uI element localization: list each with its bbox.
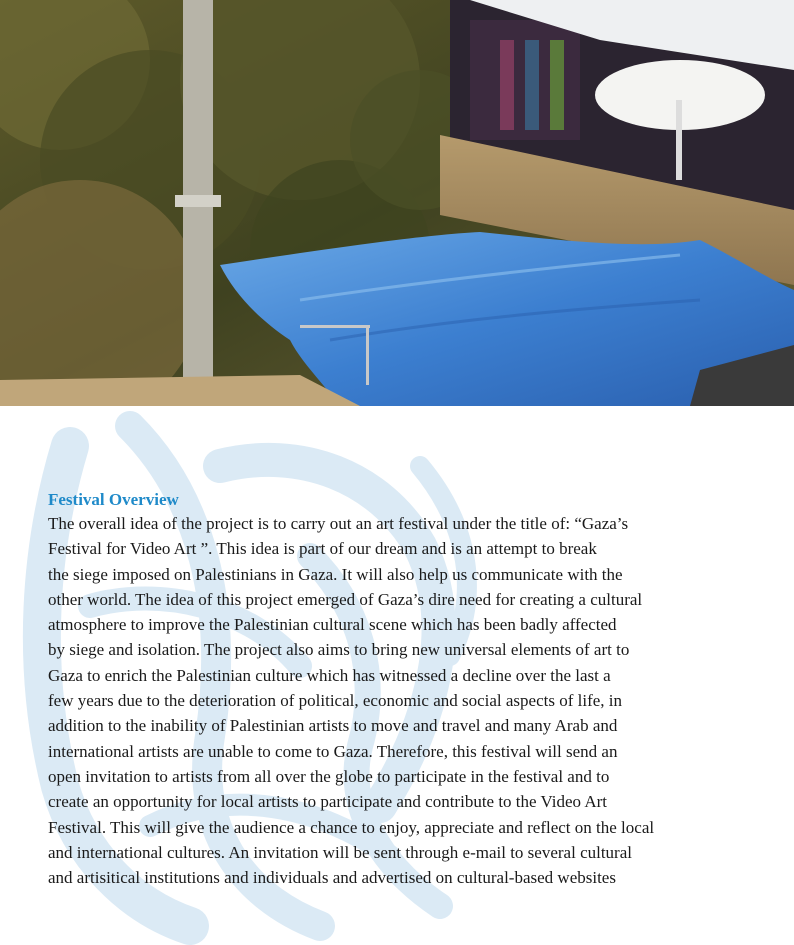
body-line: Festival. This will give the audience a chance to enjoy, appreciate and reflect on the local	[48, 817, 655, 837]
festival-overview-section	[48, 489, 748, 890]
body-line: open invitation to artists from all over the globe to participate in the festival and to	[48, 766, 610, 786]
section-title: Festival Overview	[48, 490, 179, 509]
body-line: create an opportunity for local artists to participate and contribute to the Video Art	[48, 792, 608, 812]
header-photo	[0, 0, 794, 406]
body-line: Festival for Video Art ”. This idea is part of our dream and is an attempt to break	[48, 539, 597, 559]
body-line: international artists are unable to come to Gaza. Therefore, this festival will send an	[48, 741, 618, 761]
body-line: addition to the inability of Palestinian artists to move and travel and many Arab and	[48, 716, 618, 736]
body-line: Gaza to enrich the Palestinian culture which has witnessed a decline over the last a	[48, 665, 611, 685]
body-line: other world. The idea of this project emerged of Gaza’s dire need for creating a cultural	[48, 589, 643, 609]
body-line: The overall idea of the project is to carry out an art festival under the title of: “Gaza’s	[48, 514, 629, 533]
body-line: atmosphere to improve the Palestinian cultural scene which has been badly affected	[48, 615, 617, 635]
market-photo-icon	[0, 0, 794, 406]
section-body	[48, 511, 748, 890]
body-line: by siege and isolation. The project also aims to bring new universal elements of art to	[48, 640, 630, 660]
body-line: and artisitical institutions and individuals and advertised on cultural-based websites	[48, 868, 616, 888]
body-line: the siege imposed on Palestinians in Gaza. It will also help us communicate with the	[48, 564, 623, 584]
body-line: few years due to the deterioration of political, economic and social aspects of life, in	[48, 691, 623, 711]
body-line: and international cultures. An invitation will be sent through e-mail to several cultural	[48, 842, 632, 862]
